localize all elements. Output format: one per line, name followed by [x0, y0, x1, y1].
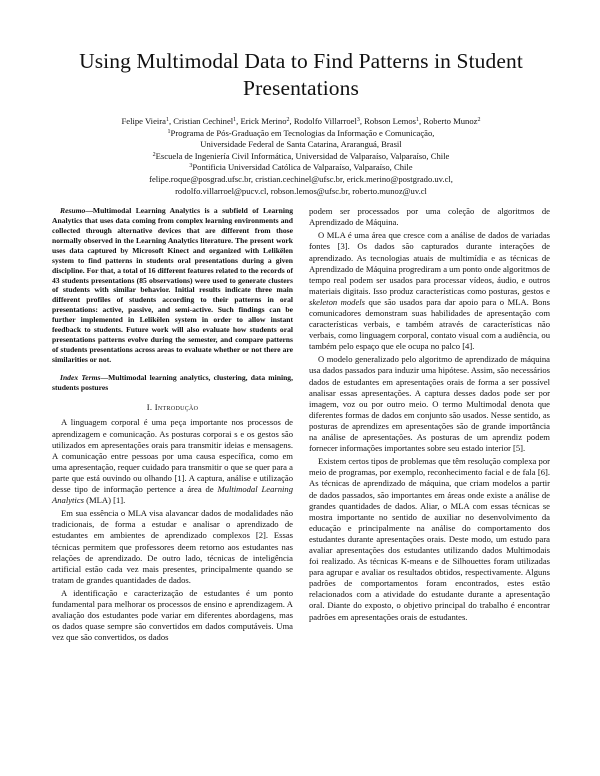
body-paragraph	[52, 508, 293, 586]
left-column	[52, 206, 293, 645]
author-name: Robson Lemos	[364, 116, 416, 126]
email-line: rodolfo.villarroel@pucv.cl, robson.lemos@ufsc.br, roberto.munoz@uv.cl	[175, 185, 427, 196]
body-paragraph	[52, 588, 293, 643]
body-paragraph	[52, 417, 293, 506]
author-affiliation-mark: 2	[286, 117, 290, 123]
index-terms-text: —Multimodal learning analytics, clustering, data mining, students postures	[52, 372, 293, 392]
affiliation-mark: 3	[189, 163, 193, 170]
author-affiliation-mark: 1	[415, 117, 419, 123]
paragraph-text: Em sua essência o MLA visa alavancar dados de modalidades não tradicionais, de forma a estudar e analisar o aprendizado de estudantes em ambientes de aprendizado complexos [2]. Essas técnicas permitem que professores deem retorno aos estudantes nas relações de aprendizado. De outro lado, técnicas de inteligência artificial estão cada vez mais presentes, principalmente quando se tratam de grandes quantidades de dados.	[52, 508, 293, 585]
affiliation-text: Programa de Pós-Graduação em Tecnologias da Informação e Comunicação,	[170, 127, 435, 138]
affiliations	[52, 128, 550, 174]
affiliation-line	[52, 128, 550, 140]
left-body-text	[52, 417, 293, 643]
two-column-body	[52, 206, 550, 645]
paragraph-text: A linguagem corporal é uma peça importante nos processos de aprendizagem e comunicação. As posturas corporai s e os gestos são utilizados em apresentações orais para transmitir ideias e mensagens. A comunicação entre pessoas por uma causa específica, como em uma apresentação, requer cuidado para transmitir o que se quer para a parte que está ouvindo ou olhando [1]. A captura, análise e utilização desse tipo de informação pertence a área de	[52, 417, 293, 495]
section-title: Introdução	[154, 402, 199, 413]
author-name: Roberto Munoz	[423, 116, 478, 126]
affiliation-mark: 2	[152, 151, 156, 158]
affiliation-line	[52, 162, 550, 174]
paragraph-text: O MLA é uma área que cresce com a análise de dados de variadas fontes [3]. Os dados são capturados durante interações de aprendizado. As tecnologias atuais de multimídia e as técnicas de Aprendizado de Máquina progrediram a um ponto onde algoritmos de tempo real podem ser usados para processar vídeos, áudio, e outros materiais digitais. Isso produz características como posturas, gestos e	[309, 230, 550, 296]
paper-title: Using Multimodal Data to Find Patterns in Student Presentations	[79, 49, 523, 100]
author-affiliation-mark: 3	[356, 117, 360, 123]
body-paragraph	[309, 456, 550, 622]
index-terms	[52, 373, 293, 393]
authors-line: Felipe Vieira$^1$, Cristian Cechinel$^1$, Erick Merino$^2$, Rodolfo Villarroel$^3$, Robson Lemos$^1$, Roberto Munoz$^2$	[121, 116, 481, 126]
paragraph-text: podem ser processados por uma coleção de algoritmos de Aprendizado de Máquina.	[309, 206, 550, 228]
body-paragraph	[309, 230, 550, 352]
affiliation-line	[52, 151, 550, 163]
italic-term: skeleton models	[309, 296, 365, 307]
section-number: I.	[146, 402, 153, 413]
emails	[52, 174, 550, 197]
author-affiliation-mark: 2	[477, 117, 481, 123]
author-name: Cristian Cechinel	[173, 116, 234, 126]
email-line: felipe.roque@posgrad.ufsc.br, cristian.cechinel@ufsc.br, erick.merino@postgrado.uv.cl,	[149, 173, 453, 184]
author-name: Erick Merino	[240, 116, 287, 126]
abstract-label: Resumo	[60, 206, 86, 216]
index-terms-label: Index Terms	[60, 372, 101, 382]
italic-term: Multimodal Learning Analytics	[52, 484, 294, 506]
author-block	[52, 116, 550, 197]
author-affiliation-mark: 1	[165, 117, 169, 123]
affiliation-mark: 1	[167, 128, 171, 135]
right-column	[309, 206, 550, 645]
author-name: Felipe Vieira	[121, 116, 166, 126]
section-heading-introduction	[52, 402, 293, 412]
affiliation-text: Escuela de Ingeniería Civil Informática, Universidad de Valparaíso, Valparaíso, Chile	[155, 150, 450, 161]
paragraph-text: que são usados para dar apoio para o MLA. Bons comunicadores demonstram suas habilidades de apresentação com características verbais, e também através de características não verbais, como linguagem corporal, contato visual com a audiência, ou também pelo espaço que ele ocupa no palco [4].	[309, 296, 550, 352]
paragraph-text: (MLA) [1].	[83, 495, 126, 506]
paragraph-text: Existem certos tipos de problemas que têm resolução complexa por meio de programas, por exemplo, reconhecimento facial e de fala [6]. As técnicas de aprendizado de máquina, que criam modelos a partir de dados passados, são importantes em áreas onde existe a análise de grandes quantidades de dados. Aliar, o MLA com essas técnicas se mostra importante no sentido de auxiliar no desenvolvimento da educação e principalmente na análise do comportamento dos estudantes durante apresentações orais. Deste modo, um estudo para avaliar apresentações dos estudantes utilizando dados Multimodais foi realizado. As técnicas K-means e de Silhouettes foram utilizadas para agrupar e avaliar os resultados obtidos, respectivamente. Alguns padrões de comportamentos foram encontrados, estes estão relacionados com a atividade do estudante durante a apresentação oral. Diante do exposto, o objetivo principal do trabalho é encontrar padrões em apresentações orais de estudantes.	[309, 456, 550, 622]
paragraph-text: O modelo generalizado pelo algoritmo de aprendizado de máquina usa dados passados para induzir uma hipótese. Assim, são necessários dados de estudantes em apresentações orais de forma a ser possível analisar essas apresentações. A captura desses dados pode ser por imagem, voz ou por outro meio. O termo Multimodal denota que diferentes formas de dados em conjunto são usados. Nesse sentido, as posturas de aprendizes em apresentações são de grande importância na análise de apresentações. As posturas de um aprendiz podem fornecer informações importantes sobre seu estado interior [5].	[309, 354, 550, 454]
body-paragraph	[309, 206, 550, 228]
affiliation-text: Pontificia Universidad Católica de Valparaíso, Valparaíso, Chile	[192, 162, 413, 173]
right-body-text	[309, 206, 550, 622]
abstract	[52, 206, 293, 365]
affiliation-line	[52, 139, 550, 151]
affiliation-text: Universidade Federal de Santa Catarina, Araranguá, Brasil	[200, 139, 402, 150]
abstract-text: —Multimodal Learning Analytics is a subfield of Learning Analytics that uses data coming from complex learning environments and collected through alternative devices that are different from those normally observed in the Learning Analytics literature. The present work uses data captured by Microsoft Kinect and organized with Lelikëlen system to find patterns in students oral presentations during a given discipline. For that, a total of 16 different features related to the records of 43 students presentations (85 observations) were used to generate clusters of students with similar behavior. Initial results indicate three main different profiles of students according to their patterns in oral presentations: active, passive, and semi-active. Such findings can be further implemented in Lelikëlen system in order to allow instant feedback to students. Future work will also evaluate how students oral presentations patterns evolve during the semester, and compare patterns of students presentations across areas to evaluate whether or not there are similarities or not.	[52, 206, 293, 364]
author-name: Rodolfo Villarroel	[293, 116, 357, 126]
author-affiliation-mark: 1	[233, 117, 237, 123]
body-paragraph	[309, 354, 550, 454]
paragraph-text: A identificação e caracterização de estudantes é um ponto fundamental para melhorar os processos de ensino e aprendizagem. A avaliação dos estudantes pode variar em diferentes abordagens, mas os dados quase sempre são convertidos em dados computáveis. Uma vez que são convertidos, os dados	[52, 587, 293, 643]
